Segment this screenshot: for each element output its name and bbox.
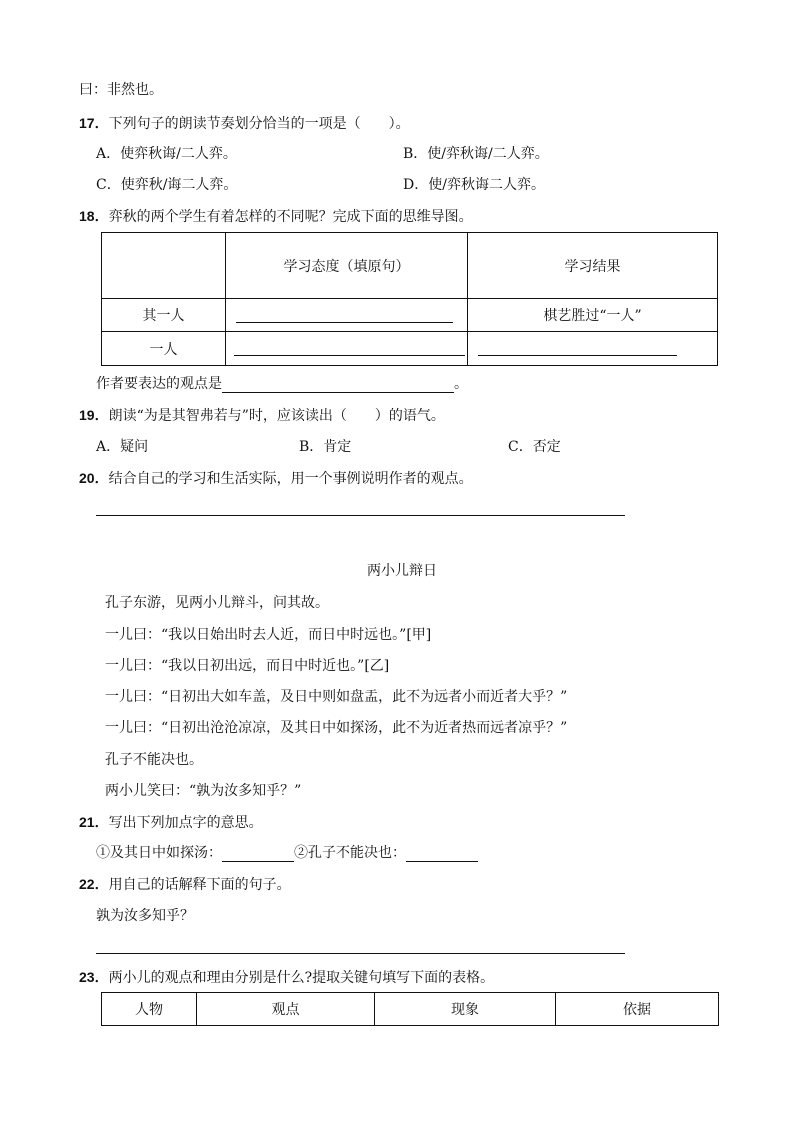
header-phenomenon: 现象 <box>375 993 556 1026</box>
q19-option-a[interactable]: A．疑问 <box>96 439 149 455</box>
header-person: 人物 <box>102 993 197 1026</box>
mindmap-table <box>101 232 718 366</box>
header-basis: 依据 <box>556 993 719 1026</box>
header-result: 学习结果 <box>468 233 718 299</box>
q19-option-c[interactable]: C．否定 <box>508 439 561 455</box>
answer-blank[interactable] <box>236 322 453 323</box>
header-attitude: 学习态度（填原句） <box>226 233 468 299</box>
question-23 <box>79 968 494 987</box>
question-number: 23． <box>79 969 109 985</box>
q17-option-a[interactable]: A．使弈秋诲/二人弈。 <box>96 146 237 162</box>
row1-result: 棋艺胜过“一人” <box>468 299 718 332</box>
q22-sentence: 孰为汝多知乎？ <box>96 908 194 924</box>
q17-option-c[interactable]: C．使弈秋/诲二人弈。 <box>96 177 238 193</box>
q19-option-b[interactable]: B．肯定 <box>299 439 352 455</box>
answer-cell-result-2[interactable] <box>468 332 718 366</box>
passage-line: 两小儿笑曰：“孰为汝多知乎？” <box>105 783 302 799</box>
answer-blank[interactable] <box>478 355 677 356</box>
question-number: 22． <box>79 876 109 892</box>
table-corner-cell <box>102 233 226 299</box>
question-19 <box>79 406 445 425</box>
passage-line: 一儿曰：“日初出大如车盖，及日中则如盘盂，此不为远者小而近者大乎？” <box>105 689 568 705</box>
q21-blank-2[interactable] <box>406 847 478 862</box>
q21-blank-1[interactable] <box>222 847 294 862</box>
passage-line: 孔子不能决也。 <box>105 752 203 768</box>
row-label-qiyiren: 其一人 <box>102 299 226 332</box>
question-21 <box>79 813 263 832</box>
answer-cell-attitude-1[interactable] <box>226 299 468 332</box>
q22-answer-line[interactable] <box>96 953 625 954</box>
answer-cell-attitude-2[interactable] <box>226 332 468 366</box>
passage-title: 两小儿辩日 <box>367 563 437 579</box>
q17-option-d[interactable]: D．使/弈秋诲二人弈。 <box>403 177 545 193</box>
viewpoint-blank[interactable] <box>222 378 454 393</box>
question-text: 朗读“为是其智弗若与”时，应该读出（ ）的语气。 <box>108 408 445 424</box>
question-20 <box>79 469 473 488</box>
question-number: 21． <box>79 814 109 830</box>
viewpoint-line <box>96 375 468 393</box>
passage-line: 孔子东游，见两小儿辩斗，问其故。 <box>105 595 329 611</box>
question-number: 19． <box>79 407 109 423</box>
q20-answer-line[interactable] <box>96 515 625 516</box>
question-18 <box>79 207 473 226</box>
q21-item-2: ②孔子不能决也： <box>294 845 406 861</box>
question-text: 两小儿的观点和理由分别是什么?提取关键句填写下面的表格。 <box>108 970 495 986</box>
viewpoint-suffix: 。 <box>454 376 468 392</box>
question-number: 18． <box>79 208 109 224</box>
viewpoint-prefix: 作者要表达的观点是 <box>96 376 222 392</box>
row-label-yiren: 一人 <box>102 332 226 366</box>
passage-line: 一儿曰：“日初出沧沧凉凉，及其日中如探汤，此不为近者热而远者凉乎？” <box>105 720 568 736</box>
passage-line: 一儿曰：“我以日始出时去人近，而日中时远也。”[甲] <box>105 627 432 643</box>
answer-blank[interactable] <box>234 355 465 356</box>
question-number: 17． <box>79 115 109 131</box>
q21-item-1: ①及其日中如探汤： <box>96 845 222 861</box>
question-number: 20． <box>79 470 109 486</box>
q21-items <box>96 844 478 862</box>
question-text: 写出下列加点字的意思。 <box>108 815 263 831</box>
question-text: 结合自己的学习和生活实际，用一个事例说明作者的观点。 <box>108 471 473 487</box>
q17-option-b[interactable]: B．使/弈秋诲/二人弈。 <box>403 146 549 162</box>
passage-line: 一儿曰：“我以日初出远，而日中时近也。”[乙] <box>105 658 390 674</box>
continued-text-line: 曰：非然也。 <box>79 82 163 98</box>
question-17 <box>79 114 410 133</box>
header-viewpoint: 观点 <box>197 993 375 1026</box>
q23-table <box>101 992 719 1026</box>
question-text: 弈秋的两个学生有着怎样的不同呢？完成下面的思维导图。 <box>108 209 473 225</box>
question-text: 下列句子的朗读节奏划分恰当的一项是（ ）。 <box>108 116 410 132</box>
question-text: 用自己的话解释下面的句子。 <box>108 877 291 893</box>
question-22 <box>79 875 291 894</box>
